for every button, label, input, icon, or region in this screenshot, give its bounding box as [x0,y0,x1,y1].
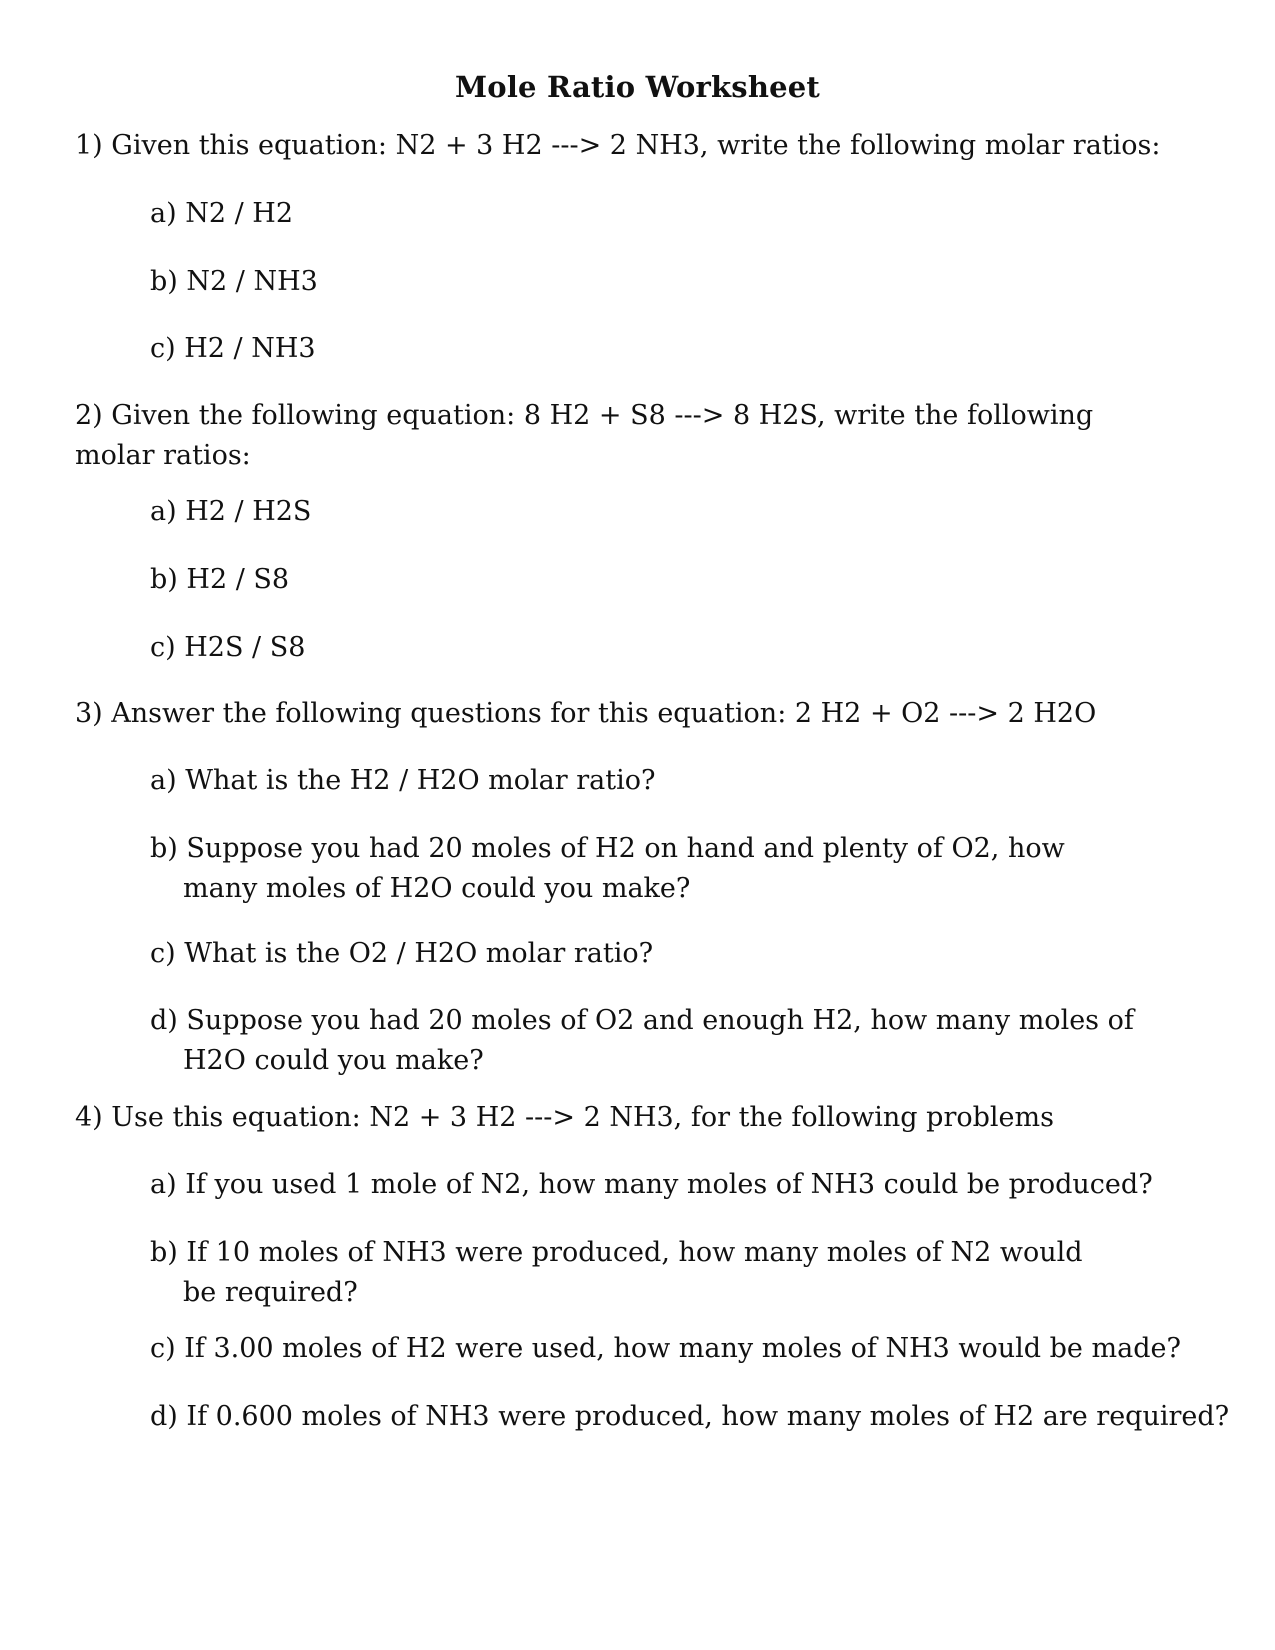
question-2-part-b: b) H2 / S8 [150,564,290,595]
question-4-part-d: d) If 0.600 moles of NH3 were produced, how many moles of H2 are required? [150,1401,1230,1432]
worksheet-title: Mole Ratio Worksheet [454,70,821,104]
question-2-part-c: c) H2S / S8 [150,632,306,663]
question-3-prompt: 3) Answer the following questions for this equation: 2 H2 + O2 ---> 2 H2O [75,698,1097,729]
question-3-part-c: c) What is the O2 / H2O molar ratio? [150,938,654,969]
question-3-part-d: d) Suppose you had 20 moles of O2 and enough H2, how many moles of H2O could you make? [150,1005,1134,1076]
question-3-part-b: b) Suppose you had 20 moles of H2 on hand and plenty of O2, how many moles of H2O could you make? [150,833,1065,904]
question-4-part-a: a) If you used 1 mole of N2, how many moles of NH3 could be produced? [150,1169,1153,1200]
question-1-part-a: a) N2 / H2 [150,198,294,229]
question-1-prompt: 1) Given this equation: N2 + 3 H2 ---> 2 NH3, write the following molar ratios: [75,130,1161,161]
question-4-part-c: c) If 3.00 moles of H2 were used, how many moles of NH3 would be made? [150,1333,1181,1364]
question-4-part-b: b) If 10 moles of NH3 were produced, how many moles of N2 would be required? [150,1237,1083,1308]
question-2-prompt: 2) Given the following equation: 8 H2 + S8 ---> 8 H2S, write the following molar ratios: [75,400,1094,471]
question-1-part-b: b) N2 / NH3 [150,266,318,297]
question-3-part-a: a) What is the H2 / H2O molar ratio? [150,765,656,796]
question-1-part-c: c) H2 / NH3 [150,333,316,364]
question-2-part-a: a) H2 / H2S [150,496,312,527]
question-4-prompt: 4) Use this equation: N2 + 3 H2 ---> 2 NH3, for the following problems [75,1102,1054,1133]
